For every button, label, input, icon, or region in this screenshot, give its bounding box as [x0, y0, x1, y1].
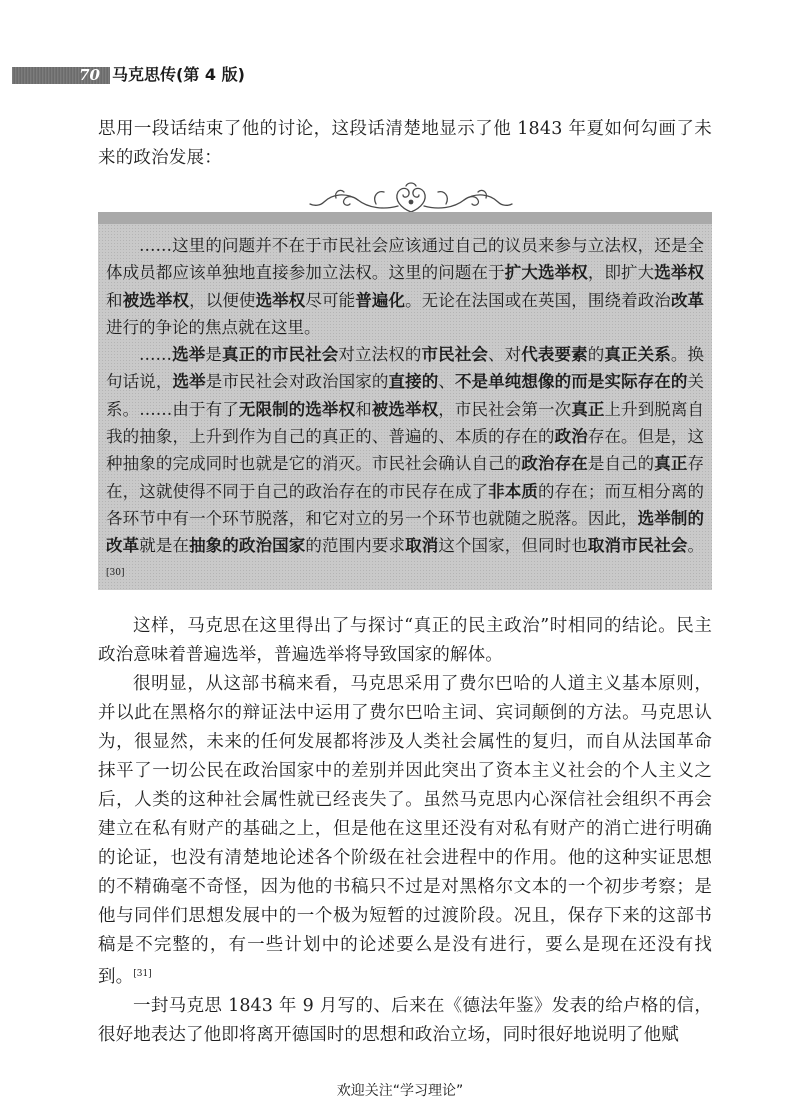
emphasis-text: 真正的市民社会: [222, 345, 339, 365]
quote-text: ……这里的问题并不在于市民社会应该通过自己的议员来参与立法权，还是全体成员都应该单独地直接参加立法权。这里的问题在于: [106, 236, 704, 283]
page-number: 70: [79, 66, 100, 84]
quote-text: ，市民社会第一次: [438, 399, 572, 419]
quote-text: 尽可能: [305, 290, 356, 310]
quote-text: 进行的争论的焦点就在这里。: [106, 317, 321, 337]
quote-text: 这个国家，但同时也: [438, 536, 588, 556]
quote-text: 存在。但是，这种抽象的完成同时也就是它的消灭。市民社会确认自己的: [106, 427, 705, 474]
emphasis-text: 政治存在: [521, 454, 588, 474]
paragraph-analysis: [98, 670, 712, 992]
running-header-title: 马克思传(第 4 版): [112, 65, 245, 84]
quote-text: 的: [587, 345, 605, 365]
paragraph-letter: 一封马克思 1843 年 9 月写的、后来在《德法年鉴》发表的给卢格的信，很好地表达了他即将离开德国时的思想和政治立场，同时很好地说明了他赋: [98, 996, 712, 1045]
quote-text: 和: [106, 290, 123, 310]
quote-text: 就是在: [139, 536, 190, 556]
quote-text: 是自己的: [587, 454, 655, 474]
emphasis-text: 代表要素: [521, 345, 588, 365]
quote-text: 和: [355, 399, 372, 419]
emphasis-text: 直接的: [388, 372, 439, 392]
emphasis-text: 普遍化: [355, 290, 406, 310]
quote-text: 、对: [488, 345, 522, 365]
emphasis-text: 被选举权: [122, 290, 190, 310]
emphasis-text: 非本质: [488, 481, 538, 501]
emphasis-text: 真正关系: [604, 345, 671, 365]
quote-text: 上升到脱离自我的抽象，上升到作为自己的真正的、普遍的、本质的存在的: [106, 399, 705, 447]
page-footer: 欢迎关注“学习理论”: [336, 1083, 464, 1099]
emphasis-text: 选举权: [654, 263, 705, 283]
emphasis-text: 不是单纯想像的而是实际存在的: [454, 372, 688, 392]
emphasis-text: 被选举权: [371, 399, 439, 419]
main-text: [98, 612, 712, 1050]
quote-paragraph-2: [106, 341, 704, 589]
quote-text: ……: [139, 345, 172, 365]
quote-text: 。无论在法国或在英国，围绕着政治: [405, 290, 671, 310]
emphasis-text: 无限制的选举权: [238, 399, 356, 419]
footnote-ref-31: [31]: [133, 969, 152, 979]
paragraph-conclusion: 这样，马克思在这里得出了与探讨“真正的民主政治”时相同的结论。民主政治意味着普遍选举，普遍选举将导致国家的解体。: [98, 616, 712, 665]
emphasis-text: 真正: [571, 399, 605, 419]
intro-text: 思用一段话结束了他的讨论，这段话清楚地显示了他 1843 年夏如何勾画了未来的政治发展：: [98, 119, 712, 168]
paragraph-analysis-text: 很明显，从这部书稿来看，马克思采用了费尔巴哈的人道主义基本原则，并以此在黑格尔的辩证法中运用了费尔巴哈主词、宾词颠倒的方法。马克思认为，很显然，未来的任何发展都将涉及人类社会属性的复归，而自从法国革命抹平了一切公民在政治国家中的差别并因此突出了资本主义社会的个人主义之后，人类的这种社会属性就已经丧失了。虽然马克思内心深信社会组织不再会建立在私有财产的基础之上，但是他在这里还没有对私有财产的消亡进行明确的论证，也没有清楚地论述各个阶级在社会进程中的作用。他的这种实证思想的不精确毫不奇怪，因为他的书稿只不过是对黑格尔文本的一个初步考察；是他与同伴们思想发展中的一个极为短暂的过渡阶段。况且，保存下来的这部书稿是不完整的，有一些计划中的论述要么是没有进行，要么是现在还没有找到。: [98, 674, 712, 987]
emphasis-text: 取消市民社会: [587, 536, 688, 556]
emphasis-text: 真正: [654, 454, 688, 474]
quote-text: 对立法权的: [338, 345, 422, 365]
quote-text: 存在，这就使得不同于自己的政治存在的市民存在成了: [106, 454, 705, 501]
quote-text: 。: [687, 536, 705, 556]
emphasis-text: 选举: [172, 372, 206, 392]
quote-text: 。换句话说，: [106, 345, 704, 392]
quote-text: 的存在；而互相分离的各环节中有一个环节脱落，和它对立的另一个环节也就随之脱落。因此，: [106, 481, 705, 528]
quote-text: ，以便使: [189, 290, 256, 310]
emphasis-text: 市民社会: [421, 345, 488, 365]
quote-text: 是: [205, 345, 222, 365]
quote-text: 的范围内要求: [305, 536, 406, 556]
quote-text: ，即扩大: [587, 263, 655, 283]
block-quotation: [106, 232, 704, 589]
quote-text: 是市民社会对政治国家的: [205, 372, 389, 392]
emphasis-text: 选举制的改革: [106, 508, 705, 556]
emphasis-text: 扩大选举权: [504, 263, 588, 283]
emphasis-text: 选举权: [255, 290, 306, 310]
emphasis-text: 取消: [405, 536, 439, 556]
quote-text: 关系。……由于有了: [106, 372, 705, 419]
emphasis-text: 政治国家: [238, 536, 306, 556]
intro-paragraph: [98, 115, 712, 173]
quote-paragraph-1: [106, 232, 704, 341]
emphasis-text: 改革: [670, 290, 705, 310]
footnote-ref-30: [30]: [106, 567, 125, 578]
emphasis-text: 政治: [554, 427, 588, 447]
emphasis-text: 抽象的: [189, 536, 239, 556]
emphasis-text: 选举: [172, 345, 206, 365]
quote-text: 、: [438, 372, 455, 392]
